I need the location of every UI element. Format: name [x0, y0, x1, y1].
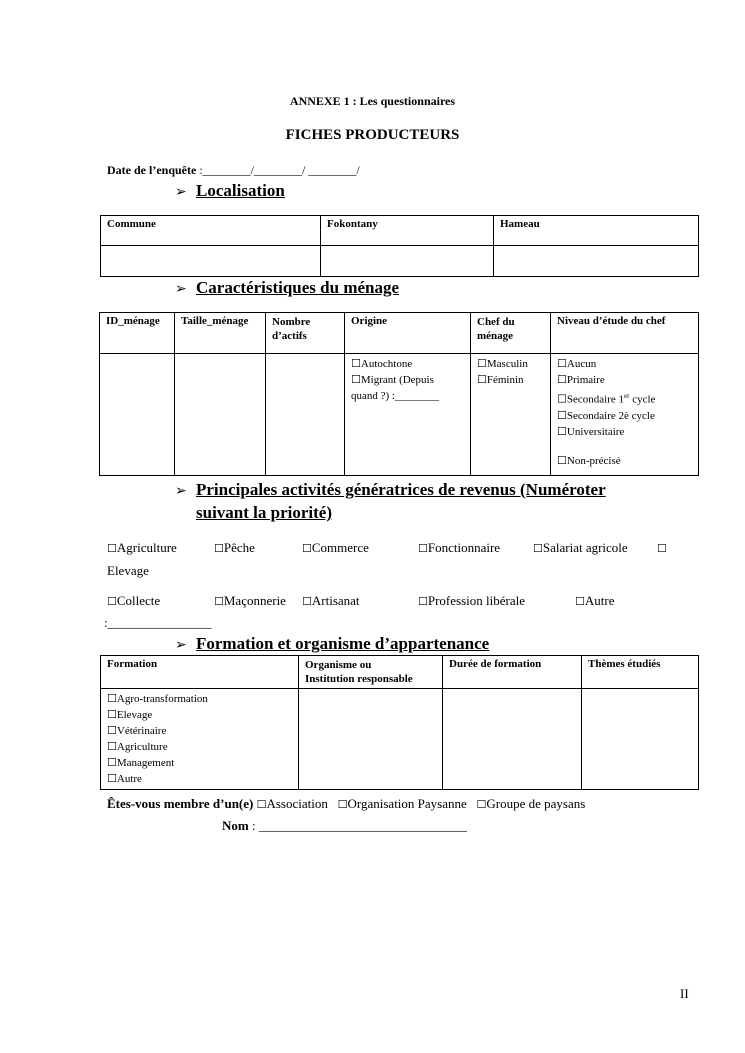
activity-elevage-label: Elevage — [107, 563, 149, 578]
option-org-paysanne[interactable]: ☐Organisation Paysanne — [337, 796, 467, 811]
activity-autre-blank[interactable]: :________________ — [104, 615, 212, 630]
option-agro-transformation[interactable]: ☐Agro-transformation — [107, 692, 208, 705]
checkbox-icon: ☐ — [256, 798, 267, 811]
date-blank[interactable]: :________/________/ ________/ — [196, 163, 360, 177]
arrow-icon: ➢ — [175, 281, 187, 297]
activity-artisanat[interactable]: ☐Artisanat — [302, 593, 360, 608]
option-aucun[interactable]: ☐Aucun — [557, 357, 597, 370]
checkbox-icon: ☐ — [107, 724, 117, 737]
header-duree: Durée de formation — [443, 656, 582, 689]
section-title-line2: suivant la priorité) — [196, 503, 332, 522]
checkbox-icon: ☐ — [477, 373, 487, 386]
membre-line — [107, 796, 585, 812]
checkbox-icon: ☐ — [557, 357, 567, 370]
section-title: Caractéristiques du ménage — [196, 278, 400, 297]
header-niveau: Niveau d’étude du chef — [551, 313, 699, 354]
cell-taille[interactable] — [175, 354, 266, 476]
checkbox-icon: ☐ — [557, 424, 567, 438]
checkbox-icon: ☐ — [107, 708, 117, 721]
activity-agriculture[interactable]: ☐Agriculture — [107, 540, 177, 555]
cell-id[interactable] — [100, 354, 175, 476]
arrow-icon: ➢ — [175, 637, 187, 653]
arrow-icon: ➢ — [175, 184, 187, 200]
header-nombre: Nombre d’actifs — [266, 313, 345, 354]
checkbox-icon: ☐ — [557, 408, 567, 422]
checkbox-icon: ☐ — [657, 542, 667, 555]
checkbox-icon: ☐ — [107, 692, 117, 705]
section-title: Formation et organisme d’appartenance — [196, 634, 490, 653]
option-secondaire-2[interactable]: ☐Secondaire 2è cycle — [557, 408, 655, 422]
header-taille: Taille_ménage — [175, 313, 266, 354]
activity-elevage-checkbox[interactable] — [657, 540, 667, 556]
checkbox-icon: ☐ — [575, 595, 585, 608]
option-management[interactable]: ☐Management — [107, 756, 175, 769]
option-veterinaire[interactable]: ☐Vétérinaire — [107, 724, 167, 737]
arrow-icon: ➢ — [175, 483, 187, 499]
membre-question: Êtes-vous membre d’un(e) — [107, 796, 254, 811]
option-non-precise[interactable]: ☐Non-précisé — [557, 453, 621, 467]
option-groupe-paysans[interactable]: ☐Groupe de paysans — [476, 796, 586, 811]
section-activites — [175, 479, 695, 524]
cell-hameau[interactable] — [494, 246, 699, 277]
option-autochtone[interactable]: ☐Autochtone — [351, 357, 413, 370]
date-line — [107, 163, 360, 178]
checkbox-icon: ☐ — [107, 756, 117, 769]
nom-blank[interactable]: : ________________________________ — [248, 818, 467, 833]
activity-maconnerie[interactable]: ☐Maçonnerie — [214, 593, 286, 608]
activity-commerce[interactable]: ☐Commerce — [302, 540, 369, 555]
header-themes: Thèmes étudiés — [582, 656, 699, 689]
checkbox-icon: ☐ — [418, 542, 428, 555]
checkbox-icon: ☐ — [107, 595, 117, 608]
option-elevage[interactable]: ☐Elevage — [107, 708, 153, 721]
section-title-line1: Principales activités génératrices de revenus (Numéroter — [196, 480, 606, 499]
migrant-blank[interactable]: quand ?) :________ — [351, 390, 439, 402]
checkbox-icon: ☐ — [107, 740, 117, 753]
date-label: Date de l’enquête — [107, 163, 197, 177]
checkbox-icon: ☐ — [302, 542, 312, 555]
activity-peche[interactable]: ☐Pêche — [214, 540, 255, 555]
cell-fokontany[interactable] — [321, 246, 494, 277]
header-commune: Commune — [101, 216, 321, 246]
checkbox-icon: ☐ — [533, 542, 543, 555]
cell-organisme[interactable] — [299, 689, 443, 790]
activity-profession[interactable]: ☐Profession libérale — [418, 593, 525, 608]
checkbox-icon: ☐ — [418, 595, 428, 608]
checkbox-icon: ☐ — [107, 542, 117, 555]
checkbox-icon: ☐ — [107, 772, 117, 785]
activity-salariat[interactable]: ☐Salariat agricole — [533, 540, 628, 555]
section-localisation — [175, 181, 285, 201]
cell-chef — [471, 354, 551, 476]
activity-collecte[interactable]: ☐Collecte — [107, 593, 161, 608]
option-feminin[interactable]: ☐Féminin — [477, 373, 524, 386]
option-migrant[interactable]: ☐Migrant (Depuis — [351, 373, 434, 386]
fiche-title: FICHES PRODUCTEURS — [285, 127, 460, 143]
header-organisme: Organisme ou Institution responsable — [299, 656, 443, 689]
option-association[interactable]: ☐Association — [256, 796, 328, 811]
localisation-table — [100, 215, 699, 277]
checkbox-icon: ☐ — [557, 453, 567, 467]
checkbox-icon: ☐ — [351, 357, 361, 370]
checkbox-icon: ☐ — [302, 595, 312, 608]
checkbox-icon: ☐ — [477, 357, 487, 370]
checkbox-icon: ☐ — [214, 542, 224, 555]
option-secondaire-1[interactable]: ☐Secondaire 1er cycle — [557, 392, 656, 406]
option-universitaire[interactable]: ☐Universitaire — [557, 424, 625, 438]
checkbox-icon: ☐ — [557, 392, 567, 406]
header-origine: Origine — [345, 313, 471, 354]
cell-nombre[interactable] — [266, 354, 345, 476]
option-agriculture[interactable]: ☐Agriculture — [107, 740, 168, 753]
section-menage — [175, 278, 399, 298]
section-formation — [175, 634, 489, 654]
header-formation: Formation — [101, 656, 299, 689]
cell-origine — [345, 354, 471, 476]
cell-themes[interactable] — [582, 689, 699, 790]
checkbox-icon: ☐ — [476, 798, 487, 811]
activity-fonctionnaire[interactable]: ☐Fonctionnaire — [418, 540, 501, 555]
cell-niveau — [551, 354, 699, 476]
header-chef: Chef du ménage — [471, 313, 551, 354]
option-masculin[interactable]: ☐Masculin — [477, 357, 528, 370]
header-id: ID_ménage — [100, 313, 175, 354]
header-hameau: Hameau — [494, 216, 699, 246]
section-title: Localisation — [196, 181, 285, 200]
header-fokontany: Fokontany — [321, 216, 494, 246]
nom-label: Nom — [222, 818, 249, 833]
cell-formation — [101, 689, 299, 790]
checkbox-icon: ☐ — [351, 373, 361, 386]
cell-commune[interactable] — [101, 246, 321, 277]
activity-autre[interactable]: ☐Autre — [575, 593, 615, 608]
page-number: II — [680, 986, 689, 1001]
cell-duree[interactable] — [443, 689, 582, 790]
checkbox-icon: ☐ — [337, 798, 348, 811]
checkbox-icon: ☐ — [557, 373, 567, 386]
option-primaire[interactable]: ☐Primaire — [557, 373, 605, 386]
option-autre[interactable]: ☐Autre — [107, 772, 142, 785]
nom-line — [222, 818, 467, 834]
formation-table — [100, 655, 699, 790]
annexe-title: ANNEXE 1 : Les questionnaires — [289, 94, 456, 108]
checkbox-icon: ☐ — [214, 595, 224, 608]
menage-table — [99, 312, 699, 476]
